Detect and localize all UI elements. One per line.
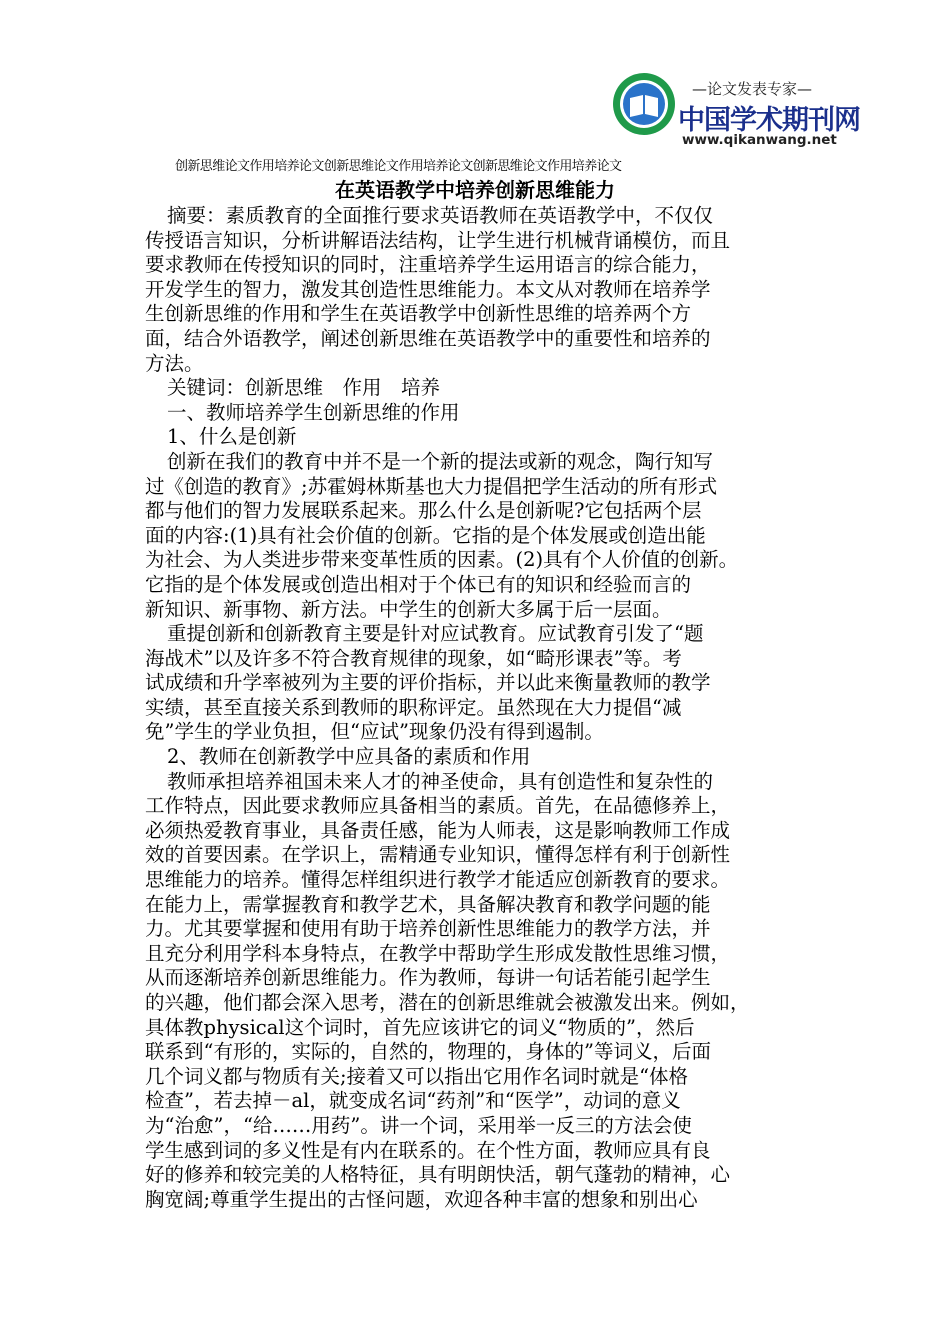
text-line: 都与他们的智力发展联系起来。那么什么是创新呢?它包括两个层 — [145, 499, 702, 523]
text-line: 要求教师在传授知识的同时，注重培养学生运用语言的综合能力， — [145, 253, 711, 277]
text-line: 传授语言知识，分析讲解语法结构，让学生进行机械背诵模仿，而且 — [145, 228, 731, 252]
text-line: 实绩，甚至直接关系到教师的职称评定。虽然现在大力提倡“减 — [145, 695, 682, 719]
text-line: 过《创造的教育》;苏霍姆林斯基也大力提倡把学生活动的所有形式 — [145, 474, 718, 498]
text-line: 2、教师在创新教学中应具备的素质和作用 — [167, 745, 531, 769]
text-line: 海战术”以及许多不符合教育规律的现象，如“畸形课表”等。考 — [145, 646, 682, 670]
text-line: 摘要：素质教育的全面推行要求英语教师在英语教学中，不仅仅 — [167, 204, 714, 227]
text-line: 且充分利用学科本身特点，在教学中帮助学生形成发散性思维习惯， — [145, 941, 731, 965]
text-line: 在能力上，需掌握教育和教学艺术，具备解决教育和教学问题的能 — [145, 892, 711, 916]
text-line: 面，结合外语教学，阐述创新思维在英语教学中的重要性和培养的 — [145, 326, 711, 350]
text-line: 免”学生的学业负担，但“应试”现象仍没有得到遏制。 — [145, 720, 604, 744]
text-line: 方法。 — [145, 351, 204, 375]
logo-name: 中国学术期刊网 — [678, 105, 860, 136]
text-line: 生创新思维的作用和学生在英语教学中创新性思维的培养两个方 — [145, 302, 692, 326]
site-logo — [612, 72, 860, 162]
logo-tagline: —论文发表专家— — [691, 80, 812, 98]
text-line: 学生感到词的多义性是有内在联系的。在个性方面，教师应具有良 — [145, 1138, 711, 1162]
text-line: 一、教师培养学生创新思维的作用 — [167, 400, 460, 424]
text-line: 必须热爱教育事业，具备责任感，能为人师表，这是影响教师工作成 — [145, 818, 731, 842]
text-line: 工作特点，因此要求教师应具备相当的素质。首先，在品德修养上， — [145, 794, 731, 818]
logo-url: www.qikanwang.net — [682, 132, 837, 148]
text-line: 几个词义都与物质有关;接着又可以指出它用作名词时就是“体格 — [145, 1064, 689, 1088]
text-line: 面的内容:(1)具有社会价值的创新。它指的是个体发展或创造出能 — [145, 523, 706, 547]
text-line: 检查”，若去掉－al，就变成名词“药剂”和“医学”，动词的意义 — [145, 1089, 681, 1113]
text-line: 从而逐渐培养创新思维能力。作为教师，每讲一句话若能引起学生 — [145, 966, 711, 990]
text-line: 好的修养和较完美的人格特征，具有明朗快活，朝气蓬勃的精神，心 — [145, 1163, 731, 1187]
text-line: 胸宽阔;尊重学生提出的古怪问题，欢迎各种丰富的想象和别出心 — [145, 1187, 698, 1211]
text-line: 力。尤其要掌握和使用有助于培养创新性思维能力的教学方法，并 — [145, 917, 711, 941]
text-line: 1、什么是创新 — [167, 425, 297, 449]
text-line: 它指的是个体发展或创造出相对于个体已有的知识和经验而言的 — [145, 572, 692, 596]
text-line: 创新在我们的教育中并不是一个新的提法或新的观念，陶行知写 — [167, 449, 714, 473]
text-line: 新知识、新事物、新方法。中学生的创新大多属于后一层面。 — [145, 597, 672, 621]
text-line: 关键词：创新思维 作用 培养 — [167, 376, 441, 400]
text-line: 思维能力的培养。懂得怎样组织进行教学才能适应创新教育的要求。 — [145, 868, 731, 892]
text-line: 为“治愈”，“给……用药”。讲一个词，采用举一反三的方法会使 — [145, 1113, 692, 1137]
text-line: 开发学生的智力，激发其创造性思维能力。本文从对教师在培养学 — [145, 277, 711, 301]
text-line: 教师承担培养祖国未来人才的神圣使命，具有创造性和复杂性的 — [167, 769, 714, 793]
text-line: 试成绩和升学率被列为主要的评价指标，并以此来衡量教师的教学 — [145, 671, 711, 695]
article-body — [145, 204, 805, 1212]
logo-emblem-icon — [612, 72, 676, 136]
text-line: 为社会、为人类进步带来变革性质的因素。(2)具有个人价值的创新。 — [145, 548, 739, 572]
keyword-line: 创新思维论文作用培养论文创新思维论文作用培养论文创新思维论文作用培养论文 — [175, 159, 622, 174]
text-line: 重提创新和创新教育主要是针对应试教育。应试教育引发了“题 — [167, 622, 704, 646]
text-line: 效的首要因素。在学识上，需精通专业知识，懂得怎样有利于创新性 — [145, 843, 731, 867]
text-line: 具体教physical这个词时，首先应该讲它的词义“物质的”，然后 — [145, 1015, 695, 1039]
text-line: 联系到“有形的，实际的，自然的，物理的，身体的”等词义，后面 — [145, 1040, 711, 1064]
text-line: 的兴趣，他们都会深入思考，潜在的创新思维就会被激发出来。例如， — [145, 991, 750, 1014]
article-title: 在英语教学中培养创新思维能力 — [335, 178, 615, 202]
